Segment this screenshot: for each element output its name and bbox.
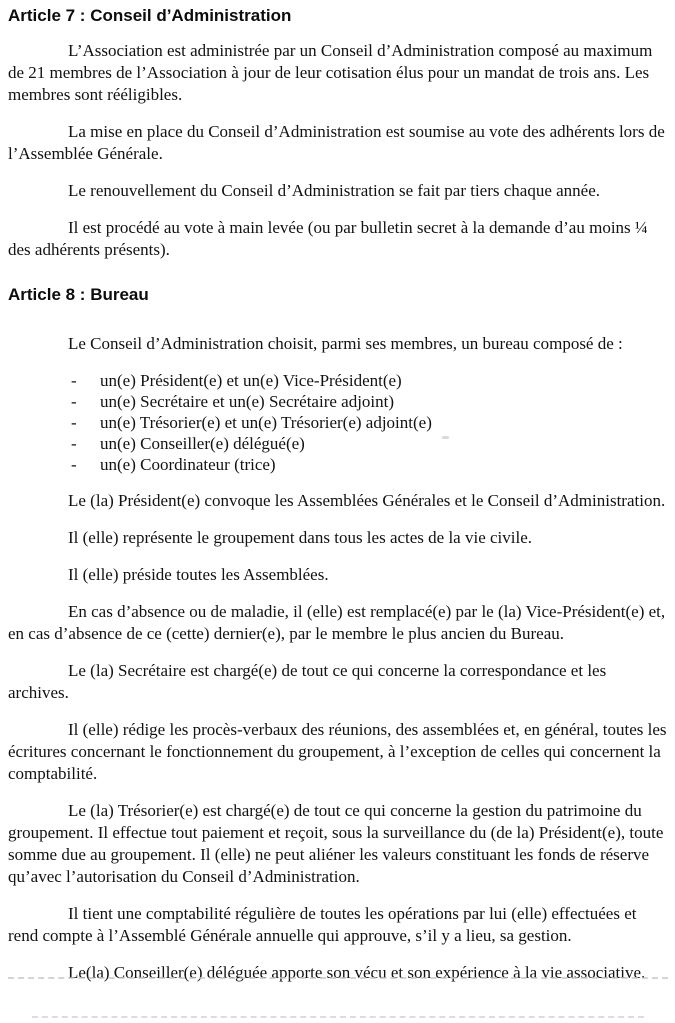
list-item-label: un(e) Coordinateur (trice): [100, 455, 276, 474]
article7-paragraph-4: Il est procédé au vote à main levée (ou par bulletin secret à la demande d’au moins ¼ des adhérents présents).: [8, 218, 648, 259]
article7-heading: Article 7 : Conseil d’Administration: [8, 6, 292, 25]
scan-artifact-line: [32, 1016, 644, 1018]
list-item: [8, 433, 668, 454]
scan-artifact-line: [8, 977, 668, 979]
list-item-label: un(e) Trésorier(e) et un(e) Trésorier(e) adjoint(e): [100, 413, 432, 432]
article8-paragraph-6: Il (elle) rédige les procès-verbaux des réunions, des assemblées et, en général, toutes les écritures concernant le fonctionnement du groupement, à l’exception de celles qui concernent la comptabilité.: [8, 720, 667, 783]
article7-paragraph-1: L’Association est administrée par un Conseil d’Administration composé au maximum de 21 membres de l’Association à jour de leur cotisation élus pour un mandat de trois ans. Les membres sont rééligibles.: [8, 41, 653, 104]
list-item: [8, 412, 668, 433]
dash-list-marker: -: [71, 371, 77, 390]
dash-list-marker: -: [71, 434, 77, 453]
dash-list-marker: -: [71, 392, 77, 411]
dash-list-marker: -: [71, 413, 77, 432]
article7-paragraph-2: La mise en place du Conseil d’Administration est soumise au vote des adhérents lors de l’Assemblée Générale.: [8, 122, 665, 163]
article8-paragraph-1: Le (la) Président(e) convoque les Assemblées Générales et le Conseil d’Administration.: [68, 491, 666, 510]
article8-paragraph-7: Le (la) Trésorier(e) est chargé(e) de tout ce qui concerne la gestion du patrimoine du groupement. Il effectue tout paiement et reçoit, sous la surveillance du (de la) Président(e), toute somme due au groupement. Il (elle) ne peut aliéner les valeurs constituant les fonds de réserve qu’avec l’autorisation du Conseil d’Administration.: [8, 801, 664, 886]
list-item: [8, 370, 668, 391]
article8-paragraph-4: En cas d’absence ou de maladie, il (elle) est remplacé(e) par le (la) Vice-Président(e) et, en cas d’absence de ce (cette) dernier(e), par le membre le plus ancien du Bureau.: [8, 602, 666, 643]
list-item-label: un(e) Secrétaire et un(e) Secrétaire adjoint): [100, 392, 395, 411]
scan-artifact-dot: [442, 436, 449, 439]
article8-paragraph-3: Il (elle) préside toutes les Assemblées.: [68, 565, 329, 584]
list-item: [8, 391, 668, 412]
article8-intro-paragraph: Le Conseil d’Administration choisit, parmi ses membres, un bureau composé de :: [68, 334, 623, 353]
list-item: [8, 454, 668, 475]
article8-paragraph-2: Il (elle) représente le groupement dans tous les actes de la vie civile.: [68, 528, 533, 547]
dash-list-marker: -: [71, 455, 77, 474]
list-item-label: un(e) Conseiller(e) délégué(e): [100, 434, 305, 453]
article8-heading: Article 8 : Bureau: [8, 285, 149, 304]
article7-paragraph-3: Le renouvellement du Conseil d’Administration se fait par tiers chaque année.: [68, 181, 601, 200]
article8-paragraph-8: Il tient une comptabilité régulière de toutes les opérations par lui (elle) effectuées et rend compte à l’Assemblé Générale annuelle qui approuve, s’il y a lieu, sa gestion.: [8, 904, 637, 945]
list-item-label: un(e) Président(e) et un(e) Vice-Président(e): [100, 371, 402, 390]
article8-paragraph-9: Le(la) Conseiller(e) déléguée apporte son vécu et son expérience à la vie associative.: [68, 963, 646, 982]
bureau-composition-list: [8, 370, 668, 475]
article8-paragraph-5: Le (la) Secrétaire est chargé(e) de tout ce qui concerne la correspondance et les archives.: [8, 661, 607, 702]
